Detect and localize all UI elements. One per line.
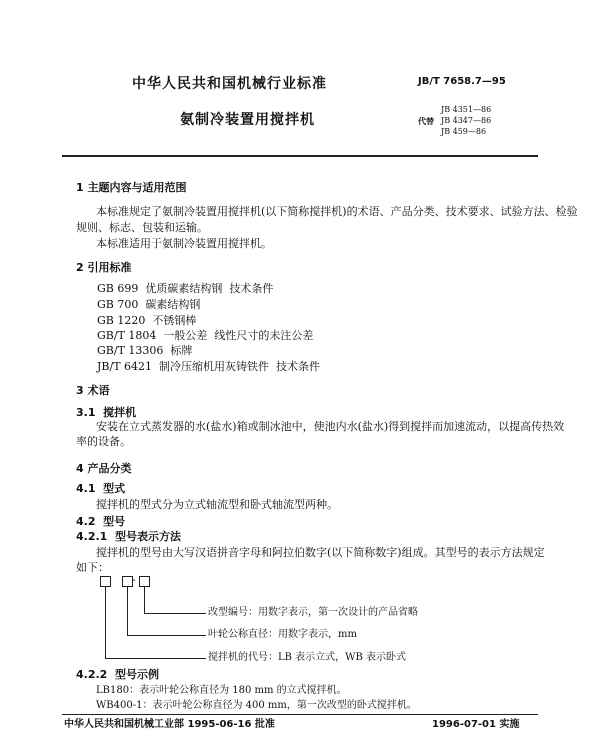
section-1-heading: 1 主题内容与适用范围	[76, 181, 187, 194]
connector-line	[127, 587, 128, 636]
model-revision-box	[139, 576, 150, 587]
footer-rule	[62, 714, 538, 715]
reference-item: GB 700 碳素结构钢	[97, 298, 201, 311]
reference-item: GB/T 13306 标牌	[97, 344, 193, 357]
paragraph-line: 搅拌机的型号由大写汉语拼音字母和阿拉伯数字(以下简称数字)组成。其型号的表示方法规定	[96, 546, 545, 559]
reference-item: GB/T 1804 一般公差 线性尺寸的未注公差	[97, 329, 314, 342]
diagram-label-diameter: 叶轮公称直径：用数字表示，mm	[208, 629, 357, 640]
reference-item: GB 1220 不锈钢棒	[97, 314, 197, 327]
paragraph-line: 规则、标志、包装和运输。	[76, 221, 208, 234]
paragraph-line: 搅拌机的型式分为立式轴流型和卧式轴流型两种。	[96, 498, 338, 511]
example-line: LB180：表示叶轮公称直径为 180 mm 的立式搅拌机。	[96, 685, 347, 696]
subsection-heading: 4.2.1 型号表示方法	[76, 530, 181, 543]
org-title: 中华人民共和国机械行业标准	[132, 76, 327, 92]
paragraph-line: 安装在立式蒸发器的水(盐水)箱或制冰池中，使池内水(盐水)得到搅拌而加速流动，以提高传热效	[96, 420, 565, 433]
connector-line	[144, 613, 206, 614]
connector-line	[105, 658, 206, 659]
section-3-heading: 3 术语	[76, 384, 110, 397]
connector-line	[105, 587, 106, 659]
reference-item: JB/T 6421 制冷压缩机用灰铸铁件 技术条件	[97, 360, 321, 373]
document-title: 氨制冷装置用搅拌机	[180, 112, 315, 128]
subsection-heading: 4.2 型号	[76, 515, 126, 528]
diagram-label-code: 搅拌机的代号：LB 表示立式，WB 表示卧式	[208, 652, 406, 663]
paragraph-line: 如下：	[76, 561, 109, 574]
paragraph-line: 本标准适用于氨制冷装置用搅拌机。	[96, 237, 272, 250]
section-2-heading: 2 引用标准	[76, 261, 132, 274]
replaced-standard: JB 459—86	[441, 127, 487, 136]
replaced-standard: JB 4347—86	[441, 116, 492, 125]
section-4-heading: 4 产品分类	[76, 462, 132, 475]
paragraph-line: 率的设备。	[76, 435, 131, 448]
paragraph-line: 本标准规定了氨制冷装置用搅拌机(以下简称搅拌机)的术语、产品分类、技术要求、试验方法、检验	[96, 205, 578, 218]
reference-item: GB 699 优质碳素结构钢 技术条件	[97, 282, 274, 295]
replaced-standard: JB 4351—86	[441, 105, 492, 114]
diagram-label-revision: 改型编号：用数字表示，第一次设计的产品省略	[208, 607, 418, 618]
model-separator: -	[132, 573, 136, 586]
model-code-box	[100, 576, 111, 587]
subsection-heading: 3.1 搅拌机	[76, 406, 137, 419]
example-line: WB400-1：表示叶轮公称直径为 400 mm，第一次改型的卧式搅拌机。	[96, 700, 417, 711]
replaces-label: 代替	[418, 117, 434, 126]
standard-code: JB/T 7658.7—95	[418, 76, 506, 87]
approval-date: 中华人民共和国机械工业部 1995-06-16 批准	[64, 719, 275, 730]
connector-line	[127, 635, 206, 636]
implementation-date: 1996-07-01 实施	[432, 719, 520, 730]
header-rule	[62, 155, 538, 157]
connector-line	[144, 587, 145, 614]
subsection-heading: 4.1 型式	[76, 482, 126, 495]
subsection-heading: 4.2.2 型号示例	[76, 668, 159, 681]
